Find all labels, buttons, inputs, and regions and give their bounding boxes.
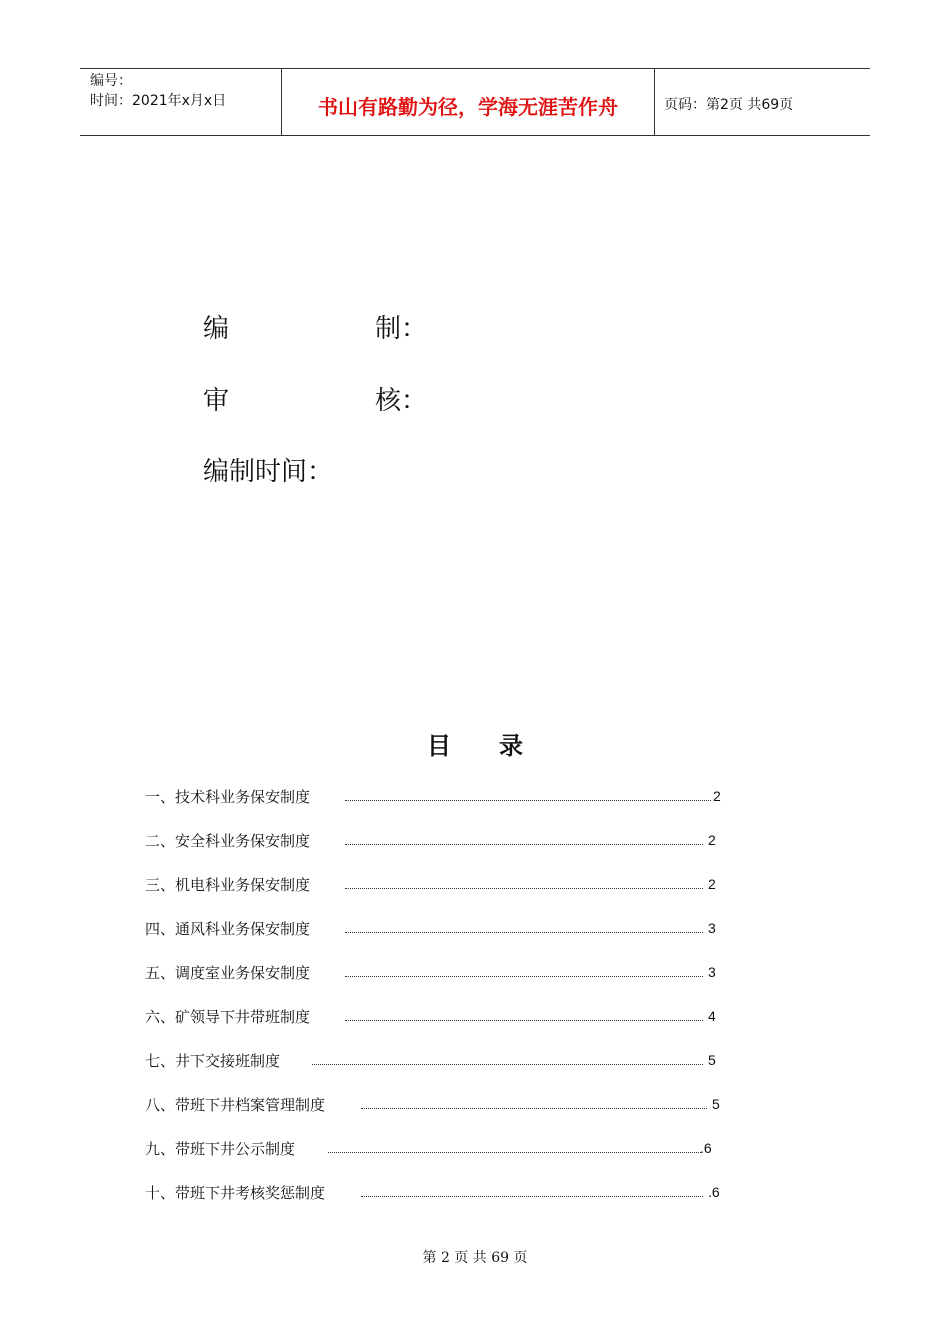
toc-item[interactable] [145, 1138, 725, 1162]
header-motto: 书山有路勤为径，学海无涯苦作舟 [282, 69, 655, 135]
toc-leader-dots [345, 882, 703, 889]
toc-item-page: 3 [708, 920, 716, 936]
toc-item-label: 八、带班下井档案管理制度 [145, 1096, 326, 1114]
toc-title-a: 目 [427, 732, 451, 760]
toc-item-page: .6 [700, 1140, 712, 1156]
toc-item[interactable] [145, 830, 725, 854]
toc-item-page: 3 [708, 964, 716, 980]
toc-item[interactable] [145, 786, 725, 810]
toc-item-label: 一、技术科业务保安制度 [145, 788, 311, 806]
toc-item-page: 2 [708, 876, 716, 892]
toc-item[interactable] [145, 874, 725, 898]
toc-item-page: .6 [708, 1184, 720, 1200]
toc-leader-dots [345, 838, 703, 845]
toc-leader-dots [361, 1190, 703, 1197]
header-meta [80, 69, 282, 135]
reviewer-label-b: 核： [375, 386, 428, 416]
toc-leader-dots [328, 1146, 701, 1153]
time-label: 时间：2021年x月x日 [90, 93, 227, 109]
toc-item-label: 二、安全科业务保安制度 [145, 832, 311, 850]
toc-item-label: 四、通风科业务保安制度 [145, 920, 311, 938]
toc-item[interactable] [145, 1094, 725, 1118]
toc-item-label: 九、带班下井公示制度 [145, 1140, 296, 1158]
header-page-info: 页码：第2页 共69页 [664, 97, 794, 113]
page-footer: 第 2 页 共 69 页 [422, 1250, 528, 1266]
toc-item-page: 5 [712, 1096, 720, 1112]
toc-item[interactable] [145, 1050, 725, 1074]
toc-item-page: 5 [708, 1052, 716, 1068]
toc-item-page: 4 [708, 1008, 716, 1024]
toc-item-page: 2 [708, 832, 716, 848]
toc-item-label: 六、矿领导下井带班制度 [145, 1008, 311, 1026]
toc-leader-dots [361, 1102, 707, 1109]
toc-item-label: 五、调度室业务保安制度 [145, 964, 311, 982]
toc-leader-dots [345, 970, 703, 977]
toc-item-label: 十、带班下井考核奖惩制度 [145, 1184, 326, 1202]
toc-item-label: 三、机电科业务保安制度 [145, 876, 311, 894]
document-header [80, 68, 870, 136]
toc-item-label: 七、井下交接班制度 [145, 1052, 281, 1070]
toc-leader-dots [345, 794, 711, 801]
toc-item-page: 2 [713, 788, 721, 804]
serial-label: 编号： [90, 73, 132, 89]
toc-item[interactable] [145, 1006, 725, 1030]
toc-item[interactable] [145, 962, 725, 986]
toc-title-b: 录 [499, 732, 523, 760]
toc-title [0, 726, 950, 761]
toc-leader-dots [345, 1014, 703, 1021]
reviewer-label-a: 审 [203, 386, 230, 416]
toc-leader-dots [345, 926, 703, 933]
toc-item[interactable] [145, 1182, 725, 1206]
date-label: 编制时间： [203, 457, 334, 487]
toc-leader-dots [312, 1058, 703, 1065]
editor-label-a: 编 [203, 314, 230, 344]
editor-label-b: 制： [375, 314, 428, 344]
toc-item[interactable] [145, 918, 725, 942]
